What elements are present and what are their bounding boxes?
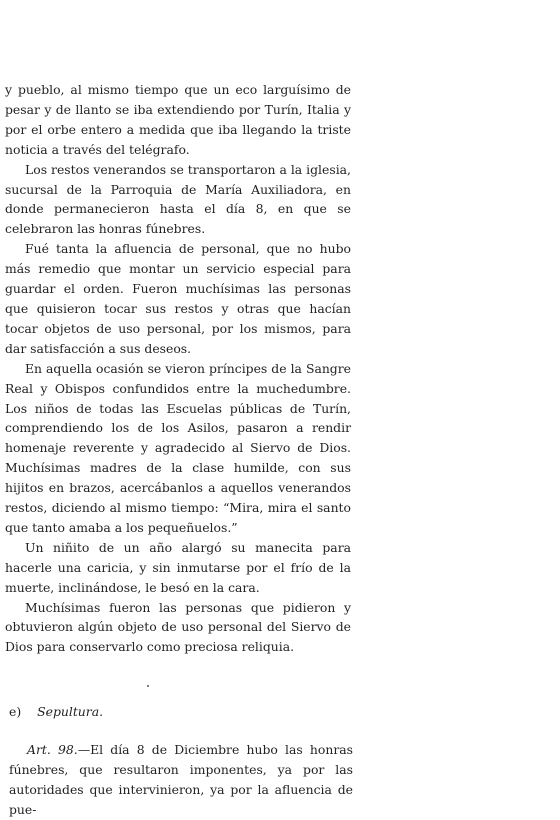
paragraph: Muchísimas fueron las personas que pidieron y obtuvieron algún objeto de uso personal del Siervo de Dios para conservarlo como preciosa reliquia. <box>5 599 351 655</box>
article-text: —El día 8 de Diciembre hubo las honras fúnebres, que resultaron imponentes, ya por las autoridades que intervinieron, ya por la afluencia de pue- <box>9 742 353 817</box>
article-label: Art. 98. <box>27 742 78 757</box>
section-marker: e) <box>9 704 22 719</box>
section-heading <box>9 703 103 721</box>
print-speck <box>147 685 149 687</box>
paragraph: y pueblo, al mismo tiempo que un eco larguísimo de pesar y de llanto se iba extendiendo por Turín, Italia y por el orbe entero a medida que iba llegando la triste noticia a través del telégrafo. <box>5 82 351 157</box>
paragraph: Los restos venerandos se transportaron a la iglesia, sucursal de la Parroquia de María Auxiliadora, en donde permanecieron hasta el día 8, en que se celebraron las honras fúnebres. <box>5 161 351 237</box>
paragraph: Un niñito de un año alargó su manecita para hacerle una caricia, y sin inmutarse por el frío de la muerte, inclinándose, le besó en la cara. <box>5 539 351 595</box>
paragraph: Fué tanta la afluencia de personal, que no hubo más remedio que montar un servicio especial para guardar el orden. Fueron muchísimas las personas que quisieron tocar sus restos y otras que hacían tocar objetos de uso personal, por los mismos, para dar satisfacción a sus deseos. <box>5 241 351 356</box>
section-title: Sepultura. <box>37 704 104 719</box>
paragraph: En aquella ocasión se vieron príncipes de la Sangre Real y Obispos confundidos entre la muchedumbre. Los niños de todas las Escuelas públicas de Turín, comprendiendo los de los Asilos, pasaron a rendir homenaje reverente y agradecido al Siervo de Dios. Muchísimas madres de la clase humilde, con sus hijitos en brazos, acercábanlos a aquellos venerandos restos, diciendo al mismo tiempo: “Mira, mira el santo que tanto amaba a los pequeñuelos.” <box>5 360 351 535</box>
body-text <box>5 80 351 657</box>
article-paragraph <box>9 740 353 820</box>
